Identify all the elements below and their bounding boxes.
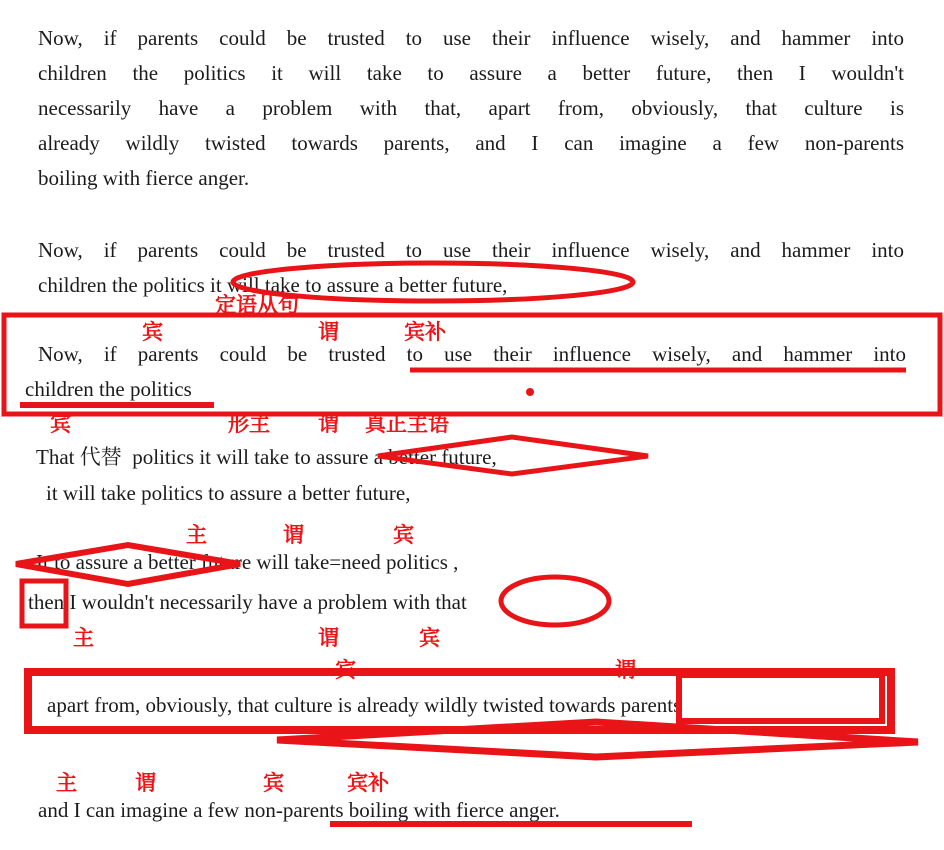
paragraph1-line3: necessarily have a problem with that, apart from, obviously, that culture is (38, 96, 904, 120)
paragraph1-line1: Now, if parents could be trusted to use their influence wisely, and hammer into (38, 26, 904, 50)
label-object-complement: 宾补 (404, 321, 446, 344)
label-object-complement: 宾补 (347, 772, 389, 795)
label-subject: 主 (73, 627, 94, 650)
label-object: 宾 (263, 772, 284, 795)
boxed-sentence-line1: Now, if parents could be trusted to use their influence wisely, and hammer into (38, 342, 906, 366)
circle-with-that (501, 577, 609, 625)
boxed-sentence-line2: children the politics (25, 377, 192, 401)
apart-line: apart from, obviously, that culture is already wildly twisted towards parents (47, 693, 682, 717)
box-towards-parents (679, 675, 882, 721)
red-dot (526, 388, 534, 396)
label-predicate: 谓 (283, 524, 304, 547)
label-predicate: 谓 (318, 321, 339, 344)
label-object: 宾 (335, 659, 356, 682)
label-object: 宾 (393, 524, 414, 547)
label-subject: 主 (186, 524, 207, 547)
final-line: and I can imagine a few non-parents boiling with fierce anger. (38, 798, 560, 822)
label-predicate: 谓 (318, 413, 339, 436)
equals-line: It to assure a better future will take=need politics , (36, 550, 459, 574)
diamond-crossout-3 (277, 722, 918, 757)
paragraph2-line1: Now, if parents could be trusted to use their influence wisely, and hammer into (38, 238, 904, 262)
paragraph1-line5: boiling with fierce anger. (38, 166, 250, 190)
label-predicate: 谓 (318, 627, 339, 650)
reordered-line: it will take politics to assure a better future, (46, 481, 411, 505)
label-predicate: 谓 (135, 772, 156, 795)
paragraph2-line2: children the politics it will take to assure a better future, (38, 273, 508, 297)
label-predicate: 谓 (615, 659, 636, 682)
label-formal-subject: 形主 (228, 413, 270, 436)
that-substitution-line: That 代替 politics it will take to assure a better future, (36, 445, 497, 469)
label-attributive-clause: 定语从句 (215, 294, 299, 317)
label-object: 宾 (419, 627, 440, 650)
label-subject: 主 (56, 772, 77, 795)
paragraph1-line2: children the politics it will take to assure a better future, then I wouldn't (38, 61, 904, 85)
label-object: 宾 (50, 413, 71, 436)
label-object: 宾 (142, 321, 163, 344)
paragraph1-line4: already wildly twisted towards parents, and I can imagine a few non-parents (38, 131, 904, 155)
then-line: then I wouldn't necessarily have a problem with that (28, 590, 467, 614)
label-real-subject: 真正主语 (365, 413, 449, 436)
